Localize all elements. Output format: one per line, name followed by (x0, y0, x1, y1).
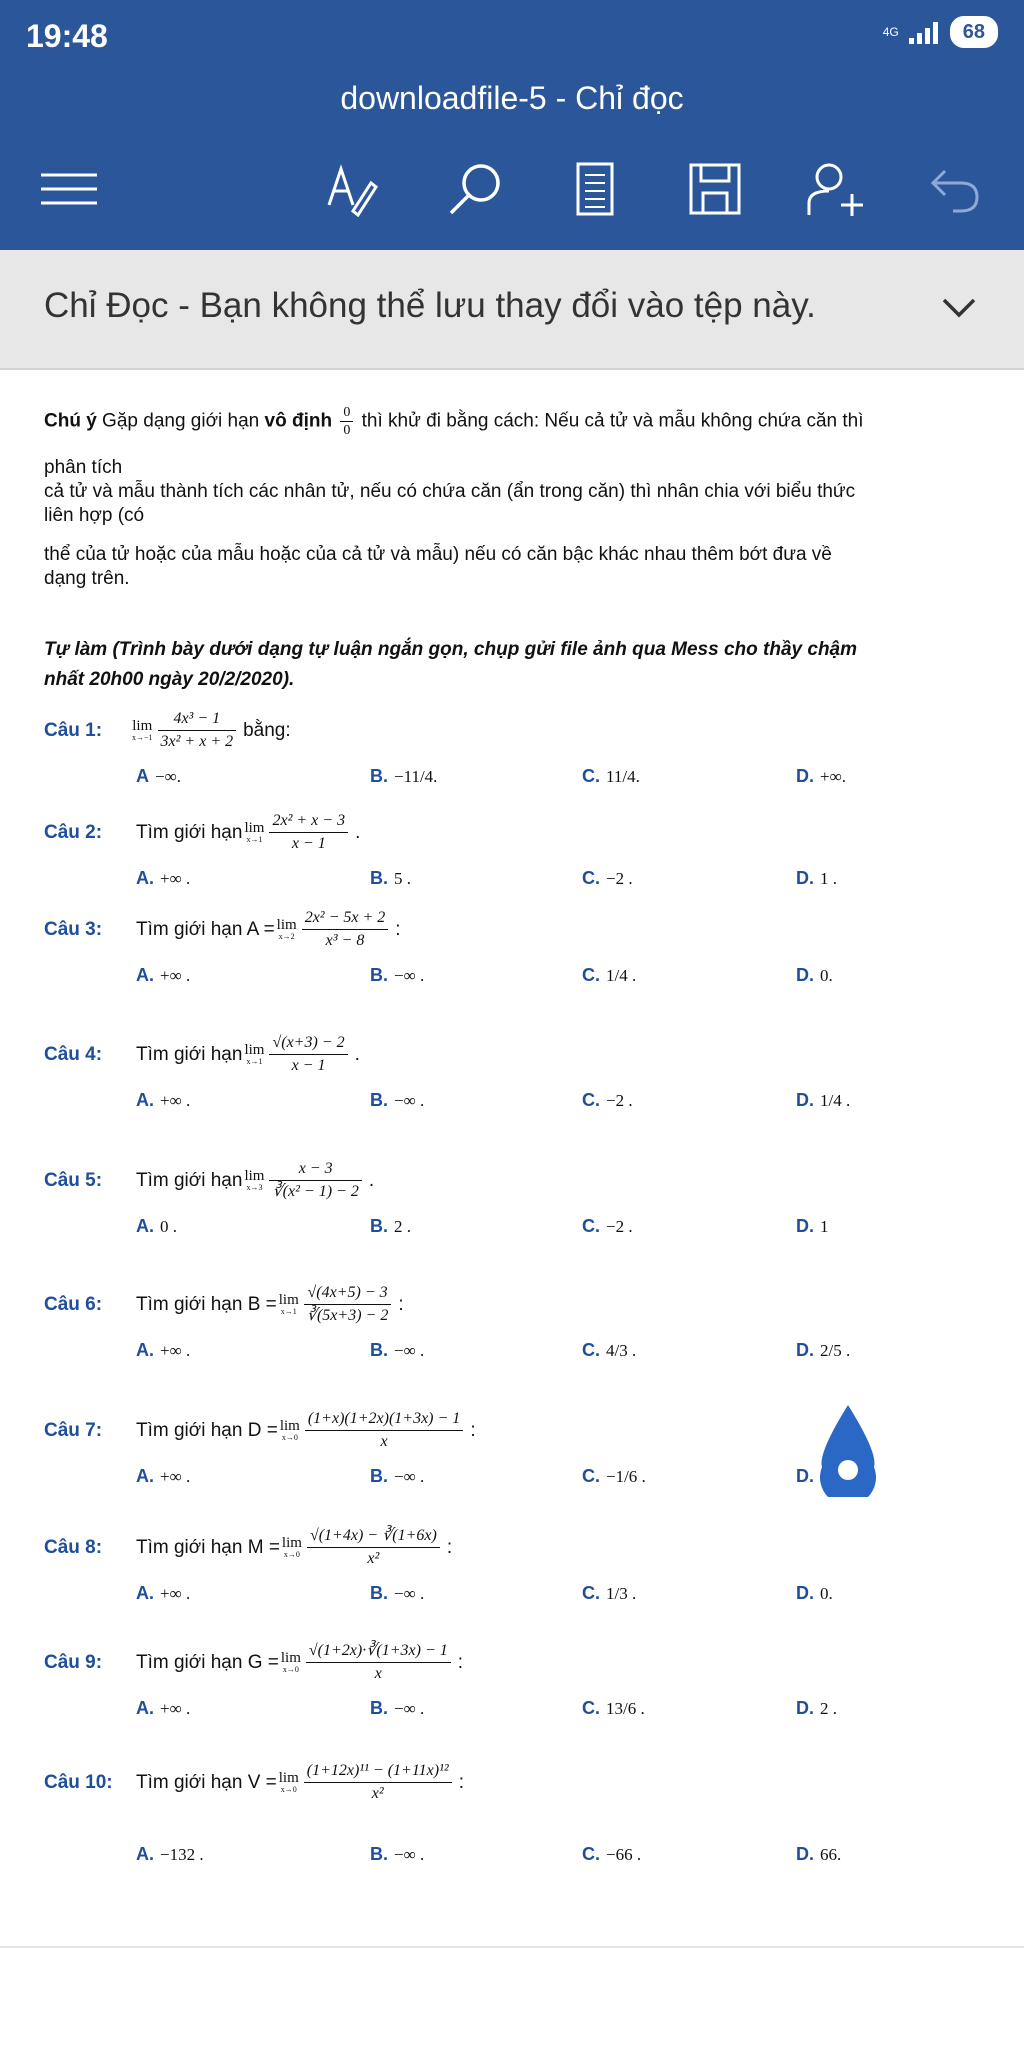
option-value: +∞ . (160, 966, 191, 985)
option-key: A. (136, 1090, 154, 1110)
question-prefix: Tìm giới hạn M = (136, 1536, 280, 1558)
note-line-1 (44, 404, 863, 439)
limit-operator: lim x→0 (278, 1770, 299, 1794)
signal-icon (909, 20, 938, 44)
question-2 (44, 810, 360, 855)
question-fraction (304, 1282, 392, 1327)
question-4 (44, 1032, 360, 1077)
undo-icon[interactable] (920, 154, 990, 224)
question-label: Câu 6: (44, 1293, 103, 1315)
option-key: D. (796, 868, 814, 888)
question-suffix: bằng: (243, 719, 291, 741)
option-key: D. (796, 1583, 814, 1603)
option-value: +∞. (820, 767, 846, 786)
option-value: −∞ . (394, 1845, 425, 1864)
question-prefix: Tìm giới hạn B = (136, 1293, 277, 1315)
limit-operator: lim x→3 (244, 1168, 265, 1192)
answer-option-d (796, 1583, 833, 1604)
option-key: B. (370, 965, 388, 985)
numerator: x − 3 (269, 1158, 361, 1181)
question-suffix: : (457, 1651, 464, 1673)
denominator: ∛(5x+3) − 2 (306, 1307, 389, 1324)
option-value: 0. (820, 1584, 833, 1603)
chevron-down-icon[interactable] (934, 282, 984, 332)
answer-option-c (582, 1090, 633, 1111)
question-7 (44, 1408, 476, 1453)
answer-option-d (796, 1340, 850, 1361)
question-fraction (269, 1032, 347, 1077)
answer-option-d (796, 1698, 837, 1719)
question-label: Câu 10: (44, 1771, 113, 1793)
denominator: x² (371, 1785, 384, 1802)
option-key: A (136, 766, 149, 786)
note-line-2: phân tích (44, 457, 123, 478)
status-bar (0, 0, 1024, 72)
question-3 (44, 907, 401, 952)
answer-option-a (136, 1340, 190, 1361)
option-key: A. (136, 868, 154, 888)
answer-option-c (582, 1216, 633, 1237)
option-value: −∞ . (394, 1091, 425, 1110)
option-key: C. (582, 1340, 600, 1360)
answer-option-c (582, 1844, 641, 1865)
option-key: B. (370, 1844, 388, 1864)
answer-option-d (796, 1090, 850, 1111)
option-key: B. (370, 1216, 388, 1236)
answer-option-b (370, 1844, 424, 1865)
answer-option-a (136, 1844, 204, 1865)
option-key: B. (370, 868, 388, 888)
note-fraction: $\frac{0}{0}$ (340, 404, 353, 439)
document-page (0, 370, 1024, 2048)
answer-option-a (136, 1216, 177, 1237)
option-key: D. (796, 1216, 814, 1236)
question-5 (44, 1158, 374, 1203)
toolbar (0, 132, 1024, 250)
question-fraction (269, 1158, 361, 1203)
option-value: 1/4 . (606, 966, 637, 985)
pen-icon[interactable] (316, 154, 386, 224)
question-fraction (304, 1760, 452, 1805)
answer-option-c (582, 766, 640, 787)
option-value: 2/5 . (820, 1341, 851, 1360)
denominator: x (380, 1433, 388, 1450)
option-key: A. (136, 965, 154, 985)
option-key: C. (582, 1583, 600, 1603)
note-part-1: Gặp dạng giới hạn (96, 410, 265, 432)
option-key: D. (796, 1340, 814, 1360)
option-key: A. (136, 1340, 154, 1360)
question-fraction (306, 1640, 451, 1685)
option-key: B. (370, 1698, 388, 1718)
denominator: ∛(x² − 1) − 2 (272, 1183, 359, 1200)
search-icon[interactable] (440, 154, 510, 224)
limit-operator: lim x→1 (278, 1292, 299, 1316)
option-value: 2 . (820, 1699, 837, 1718)
question-fraction (302, 907, 389, 952)
answer-option-b (370, 1340, 424, 1361)
option-key: B. (370, 1340, 388, 1360)
option-value: −11/4. (394, 767, 438, 786)
answer-option-d (796, 766, 846, 787)
question-suffix: . (368, 1169, 375, 1191)
limit-operator: lim x→1 (244, 1042, 265, 1066)
option-key: D. (796, 766, 814, 786)
question-label: Câu 1: (44, 719, 103, 741)
answer-option-b (370, 868, 411, 889)
limit-operator: lim x→1 (244, 820, 265, 844)
option-value: 4/3 . (606, 1341, 637, 1360)
denominator: x − 1 (291, 835, 326, 852)
option-key: A. (136, 1698, 154, 1718)
option-key: A. (136, 1216, 154, 1236)
option-value: −∞ . (394, 1341, 425, 1360)
option-key: C. (582, 1090, 600, 1110)
option-key: D. (796, 1698, 814, 1718)
page-divider (0, 1946, 1024, 1948)
note-line-5: thể của tử hoặc của mẫu hoặc của cả tử và mẫu) nếu có căn bậc khác nhau thêm bớt đưa về (44, 544, 832, 565)
question-prefix: Tìm giới hạn (136, 821, 243, 843)
option-value: −∞. (155, 767, 181, 786)
option-value: 5 . (394, 869, 411, 888)
answer-option-c (582, 1583, 636, 1604)
answer-option-b (370, 1216, 411, 1237)
question-prefix: Tìm giới hạn D = (136, 1419, 278, 1441)
answer-option-d (796, 965, 833, 986)
numerator: 4x³ − 1 (158, 708, 237, 731)
question-6 (44, 1282, 404, 1327)
question-label: Câu 3: (44, 918, 103, 940)
option-key: C. (582, 766, 600, 786)
limit-operator: lim x→0 (279, 1418, 300, 1442)
option-value: +∞ . (160, 1091, 191, 1110)
option-value: −66 . (606, 1845, 642, 1864)
network-label: 4G (882, 25, 899, 39)
option-key: B. (370, 1090, 388, 1110)
option-value: −132 . (160, 1845, 204, 1864)
option-value: 1/3 . (606, 1584, 637, 1603)
answer-option-a (136, 1466, 190, 1487)
answer-option-b (370, 766, 437, 787)
question-label: Câu 7: (44, 1419, 103, 1441)
menu-icon[interactable] (34, 154, 104, 224)
task-line-1: Tự làm (Trình bày dưới dạng tự luận ngắn gọn, chụp gửi file ảnh qua Mess cho thầy chậm (44, 639, 858, 660)
option-value: −∞ . (394, 1699, 425, 1718)
option-value: +∞ . (160, 1467, 191, 1486)
numerator: √(x+3) − 2 (269, 1032, 347, 1055)
option-value: 2 . (394, 1217, 411, 1236)
answer-option-c (582, 1466, 646, 1487)
option-key: A. (136, 1583, 154, 1603)
question-label: Câu 4: (44, 1043, 103, 1065)
question-suffix: : (398, 1293, 404, 1315)
question-10 (44, 1760, 464, 1805)
limit-operator: lim x→−1 (132, 718, 153, 742)
question-8 (44, 1525, 452, 1570)
question-label: Câu 8: (44, 1536, 103, 1558)
answer-option-d (796, 1216, 829, 1237)
limit-operator: lim x→0 (281, 1535, 302, 1559)
answer-option-b (370, 1698, 424, 1719)
option-key: B. (370, 766, 388, 786)
option-value: 1 . (820, 869, 837, 888)
question-suffix: . (355, 821, 361, 843)
option-value: 0. (820, 966, 833, 985)
denominator: x − 1 (291, 1057, 326, 1074)
denominator: x³ − 8 (325, 932, 365, 949)
save-icon[interactable] (680, 154, 750, 224)
question-prefix: Tìm giới hạn (136, 1169, 243, 1191)
banner-message: Chỉ Đọc - Bạn không thể lưu thay đổi vào tệp này. (44, 286, 816, 325)
numerator: √(1+2x)·∛(1+3x) − 1 (306, 1640, 451, 1663)
status-time: 19:48 (26, 18, 108, 54)
option-value: −∞ . (394, 1584, 425, 1603)
denominator: x (374, 1665, 382, 1682)
option-value: 11/4. (606, 767, 640, 786)
option-key: A. (136, 1844, 154, 1864)
document-icon[interactable] (560, 154, 630, 224)
option-value: 0 . (160, 1217, 177, 1236)
option-key: B. (370, 1466, 388, 1486)
note-bold-term: vô định (264, 410, 333, 432)
option-key: C. (582, 1844, 600, 1864)
note-line-4: liên hợp (có (44, 505, 145, 526)
answer-option-c (582, 965, 636, 986)
question-1 (44, 708, 291, 753)
answer-option-a (136, 1698, 190, 1719)
question-label: Câu 5: (44, 1169, 103, 1191)
option-value: 1 (820, 1217, 829, 1236)
option-value: +∞ . (160, 869, 191, 888)
answer-option-a (136, 1583, 190, 1604)
option-key: C. (582, 965, 600, 985)
question-fraction (158, 708, 237, 753)
numerator: 2x² + x − 3 (269, 810, 348, 833)
note-line-6: dạng trên. (44, 568, 130, 589)
question-suffix: : (458, 1771, 464, 1793)
answer-option-a (136, 1090, 190, 1111)
answer-option-a (136, 868, 190, 889)
option-key: C. (582, 868, 600, 888)
option-value: +∞ . (160, 1584, 191, 1603)
answer-option-b (370, 1090, 424, 1111)
answer-option-a (136, 965, 190, 986)
answer-option-c (582, 1340, 636, 1361)
battery-icon: 68 (950, 16, 998, 48)
option-value: +∞ . (160, 1341, 191, 1360)
option-value: −1/6 . (606, 1467, 646, 1486)
cursor-handle-icon[interactable] (818, 1405, 878, 1497)
question-fraction (307, 1525, 440, 1570)
option-value: 1/4 . (820, 1091, 851, 1110)
limit-operator: lim x→0 (280, 1650, 301, 1674)
answer-option-b (370, 1466, 424, 1487)
option-value: +∞ . (160, 1699, 191, 1718)
option-key: D. (796, 1090, 814, 1110)
question-label: Câu 9: (44, 1651, 103, 1673)
question-suffix: : (470, 1419, 476, 1441)
option-key: C. (582, 1466, 600, 1486)
option-value: −2 . (606, 1091, 633, 1110)
option-key: D. (796, 1466, 814, 1486)
option-value: −2 . (606, 869, 633, 888)
question-suffix: : (395, 918, 401, 940)
limit-operator: lim x→2 (276, 917, 297, 941)
numerator: (1+x)(1+2x)(1+3x) − 1 (305, 1408, 463, 1431)
option-key: C. (582, 1698, 600, 1718)
option-value: 66. (820, 1845, 842, 1864)
question-prefix: Tìm giới hạn A = (136, 918, 275, 940)
task-line-2: nhất 20h00 ngày 20/2/2020). (44, 669, 295, 690)
denominator: x² (367, 1550, 380, 1567)
answer-option-d (796, 1844, 841, 1865)
question-9 (44, 1640, 463, 1685)
answer-option-c (582, 868, 633, 889)
question-prefix: Tìm giới hạn G = (136, 1651, 279, 1673)
status-icons (883, 16, 998, 48)
numerator: 2x² − 5x + 2 (302, 907, 389, 930)
window-title: downloadfile-5 - Chỉ đọc (0, 72, 1024, 132)
answer-option-d (796, 868, 837, 889)
question-label: Câu 2: (44, 821, 103, 843)
option-key: D. (796, 1844, 814, 1864)
numerator: √(4x+5) − 3 (304, 1282, 392, 1305)
option-value: 13/6 . (606, 1699, 645, 1718)
answer-option-a (136, 766, 181, 787)
question-prefix: Tìm giới hạn (136, 1043, 243, 1065)
note-part-2: thì khử đi bằng cách: Nếu cả tử và mẫu không chứa căn thì (356, 410, 864, 432)
denominator: 3x² + x + 2 (160, 733, 234, 750)
add-person-icon[interactable] (800, 154, 870, 224)
answer-option-c (582, 1698, 645, 1719)
option-key: D. (796, 965, 814, 985)
option-key: B. (370, 1583, 388, 1603)
option-value: −∞ . (394, 966, 425, 985)
note-prefix: Chú ý (44, 410, 97, 432)
question-fraction (305, 1408, 463, 1453)
question-prefix: Tìm giới hạn V = (136, 1771, 277, 1793)
answer-option-b (370, 965, 424, 986)
question-fraction (269, 810, 348, 855)
option-value: −∞ . (394, 1467, 425, 1486)
read-only-banner (0, 250, 1024, 370)
note-line-3: cả tử và mẫu thành tích các nhân tử, nếu có chứa căn (ẩn trong căn) thì nhân chia với biểu thức (44, 481, 856, 502)
numerator: √(1+4x) − ∛(1+6x) (307, 1525, 440, 1548)
question-suffix: . (354, 1043, 360, 1065)
numerator: (1+12x)¹¹ − (1+11x)¹² (304, 1760, 452, 1783)
question-suffix: : (446, 1536, 453, 1558)
answer-option-b (370, 1583, 424, 1604)
option-key: C. (582, 1216, 600, 1236)
option-key: A. (136, 1466, 154, 1486)
option-value: −2 . (606, 1217, 633, 1236)
